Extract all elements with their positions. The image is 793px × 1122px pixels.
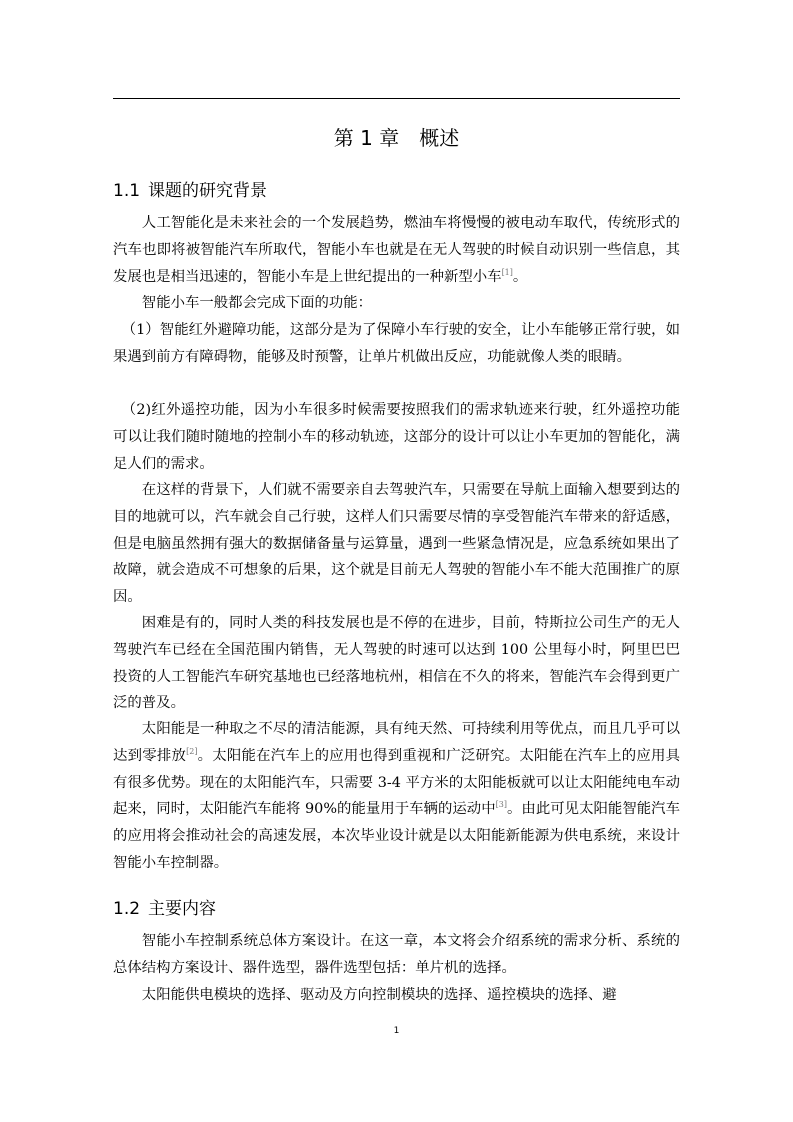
paragraph-text: 。由此可见太阳能智能汽车的应用将会推动社会的高速发展，本次毕业设计就是以太阳能新能源为供电系统，来设计智能小车控制器。 [113, 801, 680, 871]
paragraph-8: 智能小车控制系统总体方案设计。在这一章，本文将会介绍系统的需求分析、系统的总体结构方案设计、器件选型，器件选型包括：单片机的选择。 [113, 933, 680, 976]
paragraph-2: 智能小车一般都会完成下面的功能： [141, 295, 373, 311]
paragraph-text: 。 [512, 268, 528, 285]
section-number: 1.1 [113, 181, 141, 201]
section-title: 课题的研究背景 [148, 181, 268, 201]
section-heading-1-2 [113, 894, 216, 919]
section-heading-1-1 [113, 176, 267, 201]
citation-ref-3: [3] [495, 800, 507, 810]
section-title: 主要内容 [148, 899, 217, 919]
paragraph-9: 太阳能供电模块的选择、驱动及方向控制模块的选择、遥控模块的选择、避 [141, 987, 617, 1003]
paragraph-text: 太阳能是一种取之不尽的清洁能源，具有纯天然、可持续利用等优点，而且几乎可以达到零排放 [113, 721, 680, 764]
citation-ref-1: [1] [501, 267, 513, 277]
paragraph-7 [113, 716, 680, 877]
paragraph-5: 在这样的背景下，人们就不需要亲自去驾驶汽车，只需要在导航上面输入想要到达的目的地就可以，汽车就会自己行驶，这样人们只需要尽情的享受智能汽车带来的舒适感，但是电脑虽然拥有强大的数据储备量与运算量，遇到一些紧急情况是，应急系统如果出了故障，就会造成不可想象的后果，这个就是目前无人驾驶的智能小车不能大范围推广的原因。 [113, 482, 680, 606]
paragraph-1 [113, 210, 680, 290]
header-rule [113, 98, 680, 99]
paragraph-4: （2)红外遥控功能，因为小车很多时候需要按照我们的需求轨迹来行驶，红外遥控功能可以让我们随时随地的控制小车的移动轨迹，这部分的设计可以让小车更加的智能化，满足人们的需求。 [113, 402, 680, 472]
citation-ref-2: [2] [186, 747, 198, 756]
section-number: 1.2 [113, 899, 141, 919]
paragraph-3: （1）智能红外避障功能，这部分是为了保障小车行驶的安全，让小车能够正常行驶，如果遇到前方有障碍物，能够及时预警，让单片机做出反应，功能就像人类的眼睛。 [113, 322, 680, 365]
chapter-title: 第 1 章 概述 [333, 126, 460, 150]
paragraph-text: 。太阳能在汽车上的应用也得到重视和广泛研究。太阳能在汽车上的应用具有很多优势。现在的太阳能汽车，只需要 3-4 平方米的太阳能板就可以让太阳能纯电车动起来，同时，太阳能汽车能将 90%的能量用于车辆的运动中 [113, 747, 680, 818]
paragraph-6: 困难是有的，同时人类的科技发展也是不停的在进步，目前，特斯拉公司生产的无人驾驶汽车已经在全国范围内销售，无人驾驶的时速可以达到 100 公里每小时，阿里巴巴投资的人工智能汽车研究基地也已经落地杭州，相信在不久的将来，智能汽车会得到更广泛的普及。 [113, 615, 680, 712]
page-number: 1 [393, 1026, 400, 1036]
paragraph-text: 人工智能化是未来社会的一个发展趋势，燃油车将慢慢的被电动车取代，传统形式的汽车也即将被智能汽车所取代，智能小车也就是在无人驾驶的时候自动识别一些信息，其发展也是相当迅速的，智能小车是上世纪提出的一种新型小车 [113, 215, 680, 285]
